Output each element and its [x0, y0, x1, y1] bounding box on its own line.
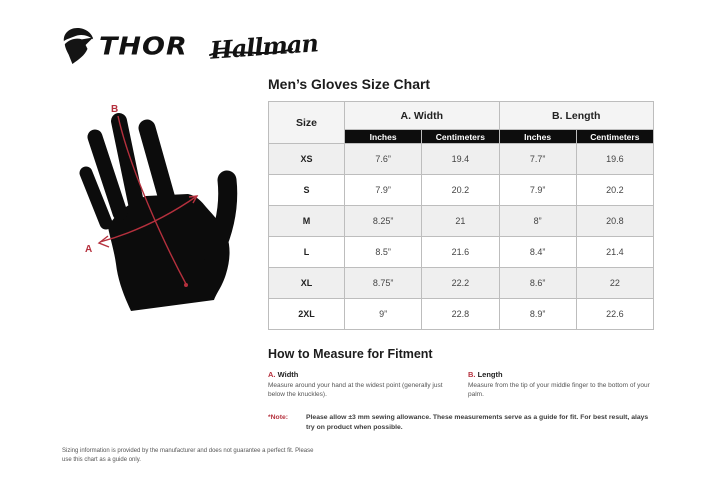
fitment-length-item — [468, 370, 656, 400]
width-in-cell: 8.25” — [345, 206, 422, 237]
length-cm-cell: 19.6 — [576, 144, 653, 175]
length-cm-cell: 22.6 — [576, 299, 653, 330]
width-in-cell: 8.75” — [345, 268, 422, 299]
fitment-title: How to Measure for Fitment — [268, 347, 433, 361]
hallman-logo — [208, 27, 319, 65]
size-cell: L — [269, 237, 345, 268]
size-cell: XL — [269, 268, 345, 299]
table-row-s — [269, 175, 654, 206]
fitment-width-name: Width — [277, 370, 299, 379]
length-in-cell: 7.9” — [499, 175, 576, 206]
length-in-cell: 7.7” — [499, 144, 576, 175]
table-row-xl — [269, 268, 654, 299]
fitment-width-key: A. — [268, 370, 276, 379]
fitment-length-description: Measure from the tip of your middle finger to the bottom of your palm. — [468, 382, 650, 399]
length-in-cell: 8.9” — [499, 299, 576, 330]
thor-helmet-icon — [62, 26, 96, 66]
size-cell: M — [269, 206, 345, 237]
size-chart-section — [268, 76, 656, 433]
column-header-width-group: A. Width — [345, 102, 500, 130]
width-in-cell: 8.5” — [345, 237, 422, 268]
fitment-section — [268, 347, 656, 433]
size-cell: 2XL — [269, 299, 345, 330]
hallman-underline-flourish — [208, 45, 294, 63]
width-cm-cell: 19.4 — [422, 144, 499, 175]
sizing-note — [268, 413, 656, 433]
column-header-length-centimeters: Centimeters — [576, 130, 653, 144]
table-row-l — [269, 237, 654, 268]
length-cm-cell: 22 — [576, 268, 653, 299]
manufacturer-disclaimer: Sizing information is provided by the manufacturer and does not guarantee a perfect fit. Please use this chart as a guide only. — [62, 448, 314, 464]
column-header-size: Size — [269, 102, 345, 144]
length-cm-cell: 20.2 — [576, 175, 653, 206]
width-in-cell: 7.9” — [345, 175, 422, 206]
thor-wordmark: THOR — [99, 31, 188, 61]
fitment-length-name: Length — [477, 370, 503, 379]
length-in-cell: 8.4” — [499, 237, 576, 268]
length-in-cell: 8.6” — [499, 268, 576, 299]
size-chart-title: Men’s Gloves Size Chart — [268, 76, 431, 92]
length-in-cell: 8” — [499, 206, 576, 237]
width-label-a: A — [85, 244, 93, 255]
table-row-xs — [269, 144, 654, 175]
size-cell: S — [269, 175, 345, 206]
glove-diagram — [70, 85, 260, 345]
width-cm-cell: 22.8 — [422, 299, 499, 330]
width-cm-cell: 22.2 — [422, 268, 499, 299]
thor-logo — [62, 26, 188, 66]
size-chart-table — [268, 101, 654, 330]
note-label: *Note: — [268, 413, 289, 421]
width-in-cell: 9” — [345, 299, 422, 330]
brand-logos — [62, 24, 318, 68]
table-row-2xl — [269, 299, 654, 330]
column-header-length-inches: Inches — [499, 130, 576, 144]
length-cm-cell: 20.8 — [576, 206, 653, 237]
size-cell: XS — [269, 144, 345, 175]
length-cm-cell: 21.4 — [576, 237, 653, 268]
table-row-m — [269, 206, 654, 237]
width-in-cell: 7.6” — [345, 144, 422, 175]
width-cm-cell: 20.2 — [422, 175, 499, 206]
fitment-width-item — [268, 370, 456, 400]
fitment-width-description: Measure around your hand at the widest point (generally just below the knuckles). — [268, 382, 443, 399]
length-label-b: B — [111, 104, 119, 115]
column-header-length-group: B. Length — [499, 102, 654, 130]
column-header-width-inches: Inches — [345, 130, 422, 144]
width-cm-cell: 21.6 — [422, 237, 499, 268]
hallman-wordmark: Hallman — [208, 27, 319, 65]
note-text: Please allow ±3 mm sewing allowance. These measurements serve as a guide for fit. For best result, alays try on product when possible. — [306, 413, 649, 432]
width-cm-cell: 21 — [422, 206, 499, 237]
fitment-length-key: B. — [468, 370, 476, 379]
column-header-width-centimeters: Centimeters — [422, 130, 499, 144]
